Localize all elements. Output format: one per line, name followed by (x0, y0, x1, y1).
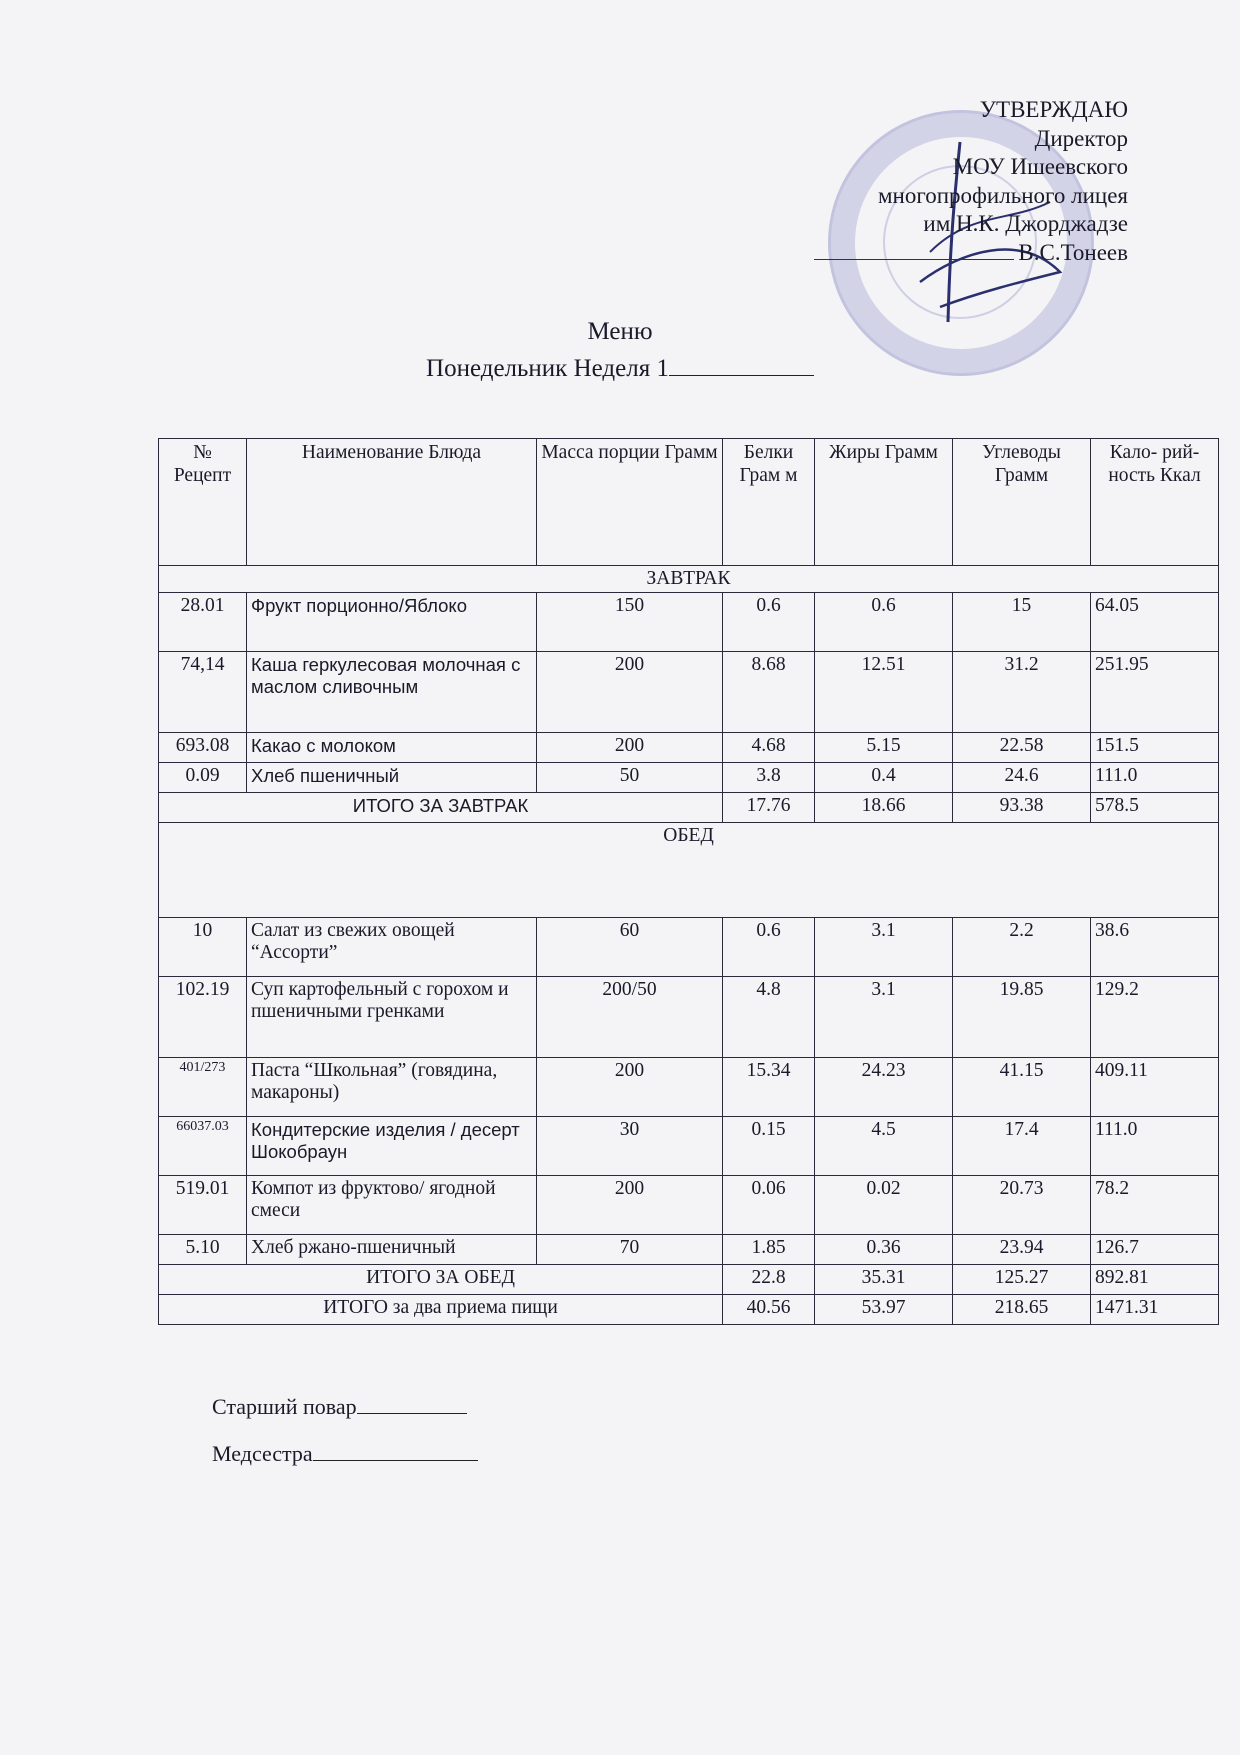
cell-name: Паста “Школьная” (говядина, макароны) (247, 1058, 537, 1117)
cell-carbs: 23.94 (953, 1235, 1091, 1265)
cell-kcal: 251.95 (1091, 652, 1219, 733)
grand-total-label: ИТОГО за два приема пищи (159, 1295, 723, 1325)
cell-protein: 22.8 (723, 1265, 815, 1295)
cell-carbs: 20.73 (953, 1176, 1091, 1235)
cell-kcal: 78.2 (1091, 1176, 1219, 1235)
cell-kcal: 126.7 (1091, 1235, 1219, 1265)
cell-fat: 5.15 (815, 733, 953, 763)
approval-org-3: им Н.К. Джорджадзе (923, 211, 1128, 236)
approval-heading: УТВЕРЖДАЮ (979, 97, 1128, 122)
grand-total-row (159, 1295, 1219, 1325)
approval-block (814, 96, 1128, 267)
cell-carbs: 31.2 (953, 652, 1091, 733)
cell-recipe: 74,14 (159, 652, 247, 733)
cell-fat: 3.1 (815, 977, 953, 1058)
cell-protein: 8.68 (723, 652, 815, 733)
table-row (159, 763, 1219, 793)
cell-recipe: 28.01 (159, 593, 247, 652)
cell-name: Фрукт порционно/Яблоко (247, 593, 537, 652)
table-row (159, 1176, 1219, 1235)
cell-protein: 4.68 (723, 733, 815, 763)
cell-name: Хлеб пшеничный (247, 763, 537, 793)
header-protein: Белки Грам м (723, 439, 815, 566)
page-subtitle: Понедельник Неделя 1 (0, 355, 1240, 383)
cell-kcal: 111.0 (1091, 1117, 1219, 1176)
cell-kcal: 409.11 (1091, 1058, 1219, 1117)
cell-protein: 1.85 (723, 1235, 815, 1265)
menu-table (158, 438, 1219, 1325)
cell-kcal: 1471.31 (1091, 1295, 1219, 1325)
cell-fat: 0.36 (815, 1235, 953, 1265)
footer-nurse-line: Медсестра (212, 1441, 478, 1467)
approval-org-2: многопрофильного лицея (877, 182, 1128, 208)
cell-carbs: 22.58 (953, 733, 1091, 763)
cell-protein: 15.34 (723, 1058, 815, 1117)
cell-kcal: 64.05 (1091, 593, 1219, 652)
cell-name: Кондитерские изделия / десерт Шокобраун (247, 1117, 537, 1176)
cell-carbs: 17.4 (953, 1117, 1091, 1176)
cell-mass: 60 (537, 918, 723, 977)
table-row (159, 918, 1219, 977)
cell-kcal: 38.6 (1091, 918, 1219, 977)
lunch-total-row (159, 1265, 1219, 1295)
cell-carbs: 93.38 (953, 793, 1091, 823)
section-breakfast: ЗАВТРАК (159, 566, 1219, 593)
header-name: Наименование Блюда (247, 439, 537, 566)
cell-carbs: 218.65 (953, 1295, 1091, 1325)
cell-kcal: 129.2 (1091, 977, 1219, 1058)
cell-fat: 0.6 (815, 593, 953, 652)
breakfast-total-label: ИТОГО ЗА ЗАВТРАК (159, 793, 723, 823)
section-lunch: ОБЕД (159, 823, 1219, 918)
footer-cook-line: Старший повар (212, 1394, 467, 1420)
table-row (159, 593, 1219, 652)
cell-protein: 0.15 (723, 1117, 815, 1176)
cell-carbs: 19.85 (953, 977, 1091, 1058)
header-carbs: Углеводы Грамм (953, 439, 1091, 566)
cell-fat: 4.5 (815, 1117, 953, 1176)
cell-fat: 0.4 (815, 763, 953, 793)
cell-kcal: 111.0 (1091, 763, 1219, 793)
cell-recipe: 10 (159, 918, 247, 977)
cell-protein: 3.8 (723, 763, 815, 793)
cell-kcal: 151.5 (1091, 733, 1219, 763)
cell-kcal: 578.5 (1091, 793, 1219, 823)
cell-carbs: 15 (953, 593, 1091, 652)
approval-position: Директор (1034, 125, 1128, 151)
page-title: Меню (587, 318, 653, 345)
cell-carbs: 41.15 (953, 1058, 1091, 1117)
cell-carbs: 2.2 (953, 918, 1091, 977)
header-kcal: Кало- рий- ность Ккал (1091, 439, 1219, 566)
cell-name: Компот из фруктово/ ягодной смеси (247, 1176, 537, 1235)
cell-fat: 24.23 (815, 1058, 953, 1117)
table-row (159, 977, 1219, 1058)
cell-protein: 0.6 (723, 593, 815, 652)
cell-recipe: 102.19 (159, 977, 247, 1058)
cell-mass: 200 (537, 733, 723, 763)
cell-recipe: 519.01 (159, 1176, 247, 1235)
table-row (159, 652, 1219, 733)
cell-fat: 12.51 (815, 652, 953, 733)
table-row (159, 1117, 1219, 1176)
cell-name: Хлеб ржано-пшеничный (247, 1235, 537, 1265)
cell-name: Какао с молоком (247, 733, 537, 763)
table-header-row (159, 439, 1219, 566)
cell-mass: 30 (537, 1117, 723, 1176)
cell-kcal: 892.81 (1091, 1265, 1219, 1295)
cell-fat: 35.31 (815, 1265, 953, 1295)
cell-fat: 0.02 (815, 1176, 953, 1235)
cell-carbs: 125.27 (953, 1265, 1091, 1295)
approval-signatory: В.С.Тонеев (814, 239, 1128, 268)
cell-recipe: 693.08 (159, 733, 247, 763)
table-row (159, 1058, 1219, 1117)
cell-name: Каша геркулесовая молочная с маслом сливочным (247, 652, 537, 733)
cell-mass: 150 (537, 593, 723, 652)
cell-mass: 200 (537, 652, 723, 733)
lunch-total-label: ИТОГО ЗА ОБЕД (159, 1265, 723, 1295)
header-fat: Жиры Грамм (815, 439, 953, 566)
cell-name: Салат из свежих овощей “Ассорти” (247, 918, 537, 977)
cell-protein: 40.56 (723, 1295, 815, 1325)
cell-mass: 200 (537, 1058, 723, 1117)
cell-protein: 0.06 (723, 1176, 815, 1235)
cell-fat: 18.66 (815, 793, 953, 823)
cell-recipe: 66037.03 (159, 1117, 247, 1176)
cell-mass: 200 (537, 1176, 723, 1235)
cell-mass: 200/50 (537, 977, 723, 1058)
cell-recipe: 5.10 (159, 1235, 247, 1265)
approval-org-1: МОУ Ишеевского (952, 154, 1128, 179)
cell-recipe: 401/273 (159, 1058, 247, 1117)
cell-protein: 17.76 (723, 793, 815, 823)
header-mass: Масса порции Грамм (537, 439, 723, 566)
header-recipe: № Рецепт (159, 439, 247, 566)
cell-name: Суп картофельный с горохом и пшеничными гренками (247, 977, 537, 1058)
cell-recipe: 0.09 (159, 763, 247, 793)
cell-carbs: 24.6 (953, 763, 1091, 793)
cell-fat: 53.97 (815, 1295, 953, 1325)
table-row (159, 1235, 1219, 1265)
cell-mass: 70 (537, 1235, 723, 1265)
cell-fat: 3.1 (815, 918, 953, 977)
breakfast-total-row (159, 793, 1219, 823)
cell-protein: 0.6 (723, 918, 815, 977)
table-row (159, 733, 1219, 763)
cell-mass: 50 (537, 763, 723, 793)
cell-protein: 4.8 (723, 977, 815, 1058)
